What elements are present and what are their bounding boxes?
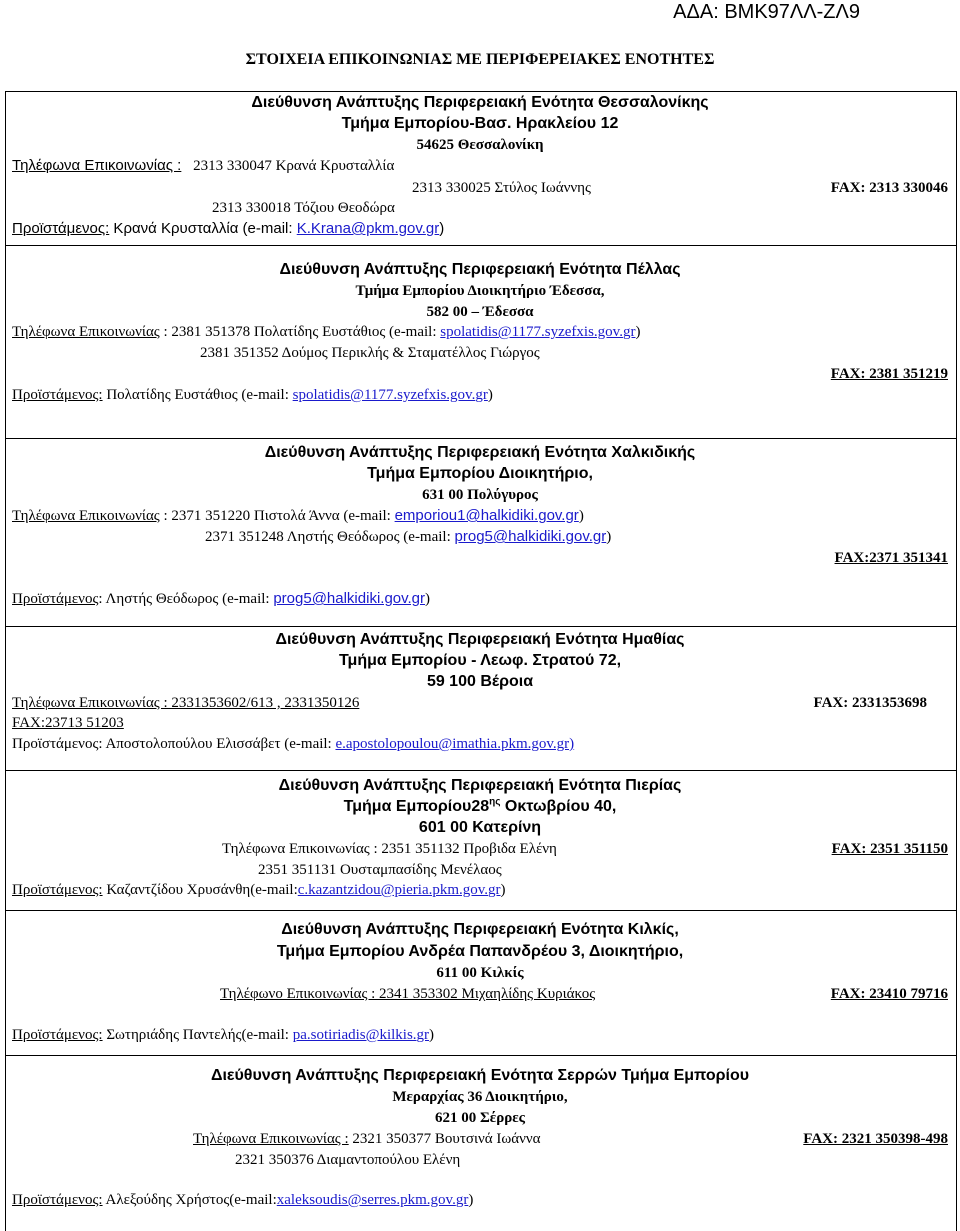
head-line	[12, 385, 493, 405]
email-link[interactable]	[277, 1192, 469, 1208]
head-label: Προϊστάμενος	[12, 591, 99, 607]
section-title: Διεύθυνση Ανάπτυξης Περιφερειακή Ενότητα Κιλκίς,	[281, 921, 679, 938]
section-department: Τμήμα Εμπορίου Διοικητήριο,	[367, 465, 593, 482]
email-link[interactable]	[440, 324, 635, 340]
email-text: xaleksoudis@serres.pkm.gov.	[276, 1192, 456, 1208]
head-label: Προϊστάμενος:	[12, 1027, 103, 1043]
email-text: pa.sotiriadis@kilkis.	[292, 1027, 417, 1043]
section-divider	[5, 438, 957, 439]
close-paren: )	[429, 1027, 435, 1043]
email-suffix: gr	[622, 324, 636, 340]
head-label: Προϊστάμενος:	[12, 1192, 103, 1208]
email-suffix: gr	[416, 1027, 430, 1043]
close-paren: )	[487, 387, 493, 403]
section-department: Μεραρχίας 36 Διοικητήριο,	[392, 1089, 568, 1105]
section-department: Τμήμα Εμπορίου Ανδρέα Παπανδρέου 3, Διοικητήριο,	[276, 943, 684, 960]
head-line	[12, 880, 506, 900]
phones-label: Τηλέφωνα Επικοινωνίας :	[12, 157, 182, 174]
section-postal: 54625 Θεσσαλονίκη	[416, 137, 544, 153]
head-line	[12, 1190, 473, 1210]
section-postal: 631 00 Πολύγυρος	[422, 487, 538, 503]
section-divider	[5, 626, 957, 627]
fax-number: FAX:2371 351341	[834, 550, 948, 566]
phone-entry: 2351 351132 Προβιδα Ελένη	[377, 841, 557, 857]
head-name: Σωτηριάδης Παντελής(e-mail:	[102, 1027, 293, 1043]
fax-secondary: FAX:23713 51203	[12, 715, 124, 731]
section-title: Διεύθυνση Ανάπτυξης Περιφερειακή Ενότητα Ημαθίας	[275, 631, 685, 648]
fax-number: FAX: 2331353698	[813, 695, 927, 711]
section-divider	[5, 770, 957, 771]
phone-line-1	[12, 156, 394, 176]
email-text: c.kazantzidou@pieria.pkm.gov.	[297, 882, 489, 898]
section-divider	[5, 910, 957, 911]
section-postal: 601 00 Κατερίνη	[418, 819, 542, 836]
fax-number: FAX: 2321 350398-498	[803, 1131, 948, 1147]
section-postal: 582 00 – Έδεσσα	[426, 304, 534, 320]
email-link[interactable]: prog5@halkidiki.gov.gr	[273, 590, 426, 607]
phone-line-2: 2321 350376 Διαμαντοπούλου Ελένη	[235, 1152, 461, 1168]
close-paren: )	[439, 220, 445, 237]
section-department: Τμήμα Εμπορίου - Λεωφ. Στρατού 72,	[338, 652, 622, 669]
head-name: Καζαντζίδου Χρυσάνθη(e-mail:	[102, 882, 298, 898]
phone-line-2: 2313 330025 Στύλος Ιωάννης	[412, 180, 591, 196]
head-label: Προϊστάμενος:	[12, 220, 110, 237]
fax-number: FAX: 2351 351150	[831, 841, 948, 857]
head-label: Προϊστάμενος:	[12, 882, 103, 898]
section-department: Τμήμα Εμπορίου-Βασ. Ηρακλείου 12	[341, 115, 619, 132]
email-suffix: gr	[425, 220, 440, 237]
email-suffix: gr	[475, 387, 488, 403]
phone-line-1: Τηλέφωνο Επικοινωνίας : 2341 353302 Μιχαηλίδης Κυριάκος	[220, 986, 596, 1002]
section-title: Διεύθυνση Ανάπτυξης Περιφερειακή Ενότητα Θεσσαλονίκης	[251, 94, 709, 111]
phone-line-1	[12, 322, 640, 342]
email-suffix: gr	[455, 1192, 469, 1208]
phone-entry: : 2381 351378 Πολατίδης Ευστάθιος (e-mail:	[159, 324, 441, 340]
email-link[interactable]	[298, 882, 501, 898]
table-top-border	[5, 91, 957, 92]
head-line	[12, 589, 430, 609]
phone-line-2: 2351 351131 Ουσταμπασίδης Μενέλαος	[258, 862, 502, 878]
phone-line-1	[193, 1129, 541, 1149]
phone-line-1	[222, 839, 557, 859]
close-paren: )	[635, 324, 641, 340]
phones-label: Τηλέφωνα Επικοινωνίας :	[193, 1131, 349, 1147]
section-postal: 611 00 Κιλκίς	[436, 965, 524, 981]
phones-label: Τηλέφωνα Επικοινωνίας	[12, 324, 160, 340]
head-name: Πολατίδης Ευστάθιος (e-mail:	[102, 387, 293, 403]
fax-number: FAX: 2313 330046	[830, 180, 948, 196]
close-paren: )	[468, 1192, 474, 1208]
close-paren: )	[425, 591, 431, 607]
phone-line-1	[12, 693, 927, 713]
close-paren: )	[500, 882, 506, 898]
section-postal: 59 100 Βέροια	[426, 673, 534, 690]
phones-label: Τηλέφωνα Επικοινωνίας	[12, 508, 160, 524]
close-paren: )	[578, 508, 584, 524]
head-line	[12, 734, 574, 754]
section-title: Διεύθυνση Ανάπτυξης Περιφερειακή Ενότητα Σερρών Τμήμα Εμπορίου	[210, 1067, 750, 1084]
email-link[interactable]: e.apostolopoulou@imathia.pkm.gov.gr)	[335, 736, 575, 752]
phones-text: Τηλέφωνα Επικοινωνίας : 2331353602/613 , 2331350126	[12, 695, 360, 711]
phone-line-2: 2381 351352 Δούμος Περικλής & Σταματέλλος Γιώργος	[200, 345, 540, 361]
section-title: Διεύθυνση Ανάπτυξης Περιφερειακή Ενότητα Πέλλας	[279, 261, 681, 278]
phone-entry: 2313 330047 Κρανά Κρυσταλλία	[193, 158, 395, 174]
phone-line-1	[12, 506, 584, 526]
section-title: Διεύθυνση Ανάπτυξης Περιφερειακή Ενότητα Χαλκιδικής	[264, 444, 696, 461]
head-name: Κρανά Κρυσταλλία (e-mail:	[109, 220, 297, 237]
head-line	[12, 219, 444, 239]
ordinal-suffix: ης	[489, 796, 501, 808]
email-suffix: gr	[488, 882, 501, 898]
head-line	[12, 1025, 434, 1045]
email-link[interactable]: emporiou1@halkidiki.gov.gr	[394, 507, 579, 524]
email-link[interactable]: prog5@halkidiki.gov.gr	[454, 528, 607, 545]
email-link[interactable]	[293, 1027, 429, 1043]
email-text: spolatidis@1177.syzefxis.gov.	[292, 387, 476, 403]
email-text: spolatidis@1177.syzefxis.gov.	[440, 324, 623, 340]
phone-entry: 2371 351248 Ληστής Θεόδωρος (e-mail:	[205, 529, 455, 545]
phone-line-3: 2313 330018 Τόζιου Θεοδώρα	[212, 200, 395, 216]
close-paren: )	[606, 529, 612, 545]
department-text-end: Οκτωβρίου 40,	[500, 798, 617, 815]
section-postal: 621 00 Σέρρες	[434, 1110, 525, 1126]
head-text: Προϊστάμενος: Αποστολοπούλου Ελισσάβετ (e-mail:	[12, 736, 336, 752]
fax-number: FAX: 23410 79716	[830, 986, 948, 1002]
phone-line-2	[205, 527, 611, 547]
section-department: Τμήμα Εμπορίου Διοικητήριο Έδεσσα,	[355, 283, 605, 299]
email-link[interactable]	[293, 387, 488, 403]
phone-entry: : 2371 351220 Πιστολά Άννα (e-mail:	[159, 508, 395, 524]
document-title: ΣΤΟΙΧΕΙΑ ΕΠΙΚΟΙΝΩΝΙΑΣ ΜΕ ΠΕΡΙΦΕΡΕΙΑΚΕΣ ΕΝΟΤΗΤΕΣ	[245, 51, 715, 68]
department-text: Τμήμα Εμπορίου28	[343, 798, 490, 815]
section-department	[0, 797, 960, 817]
section-title: Διεύθυνση Ανάπτυξης Περιφερειακή Ενότητα Πιερίας	[278, 777, 682, 794]
fax-number: FAX: 2381 351219	[830, 366, 948, 382]
section-divider	[5, 245, 957, 246]
email-text: K.Krana@pkm.gov.	[296, 220, 426, 237]
email-link[interactable]	[297, 220, 440, 237]
ada-code: ΑΔΑ: ΒΜΚ97ΛΛ-ΖΛ9	[673, 1, 860, 23]
head-name: : Ληστής Θεόδωρος (e-mail:	[98, 591, 274, 607]
head-label: Προϊστάμενος:	[12, 387, 103, 403]
head-name: Αλεξούδης Χρήστος(e-mail:	[102, 1192, 277, 1208]
phone-entry: 2321 350377 Βουτσινά Ιωάννα	[348, 1131, 541, 1147]
section-divider	[5, 1055, 957, 1056]
phones-label: Τηλέφωνα Επικοινωνίας :	[222, 841, 378, 857]
